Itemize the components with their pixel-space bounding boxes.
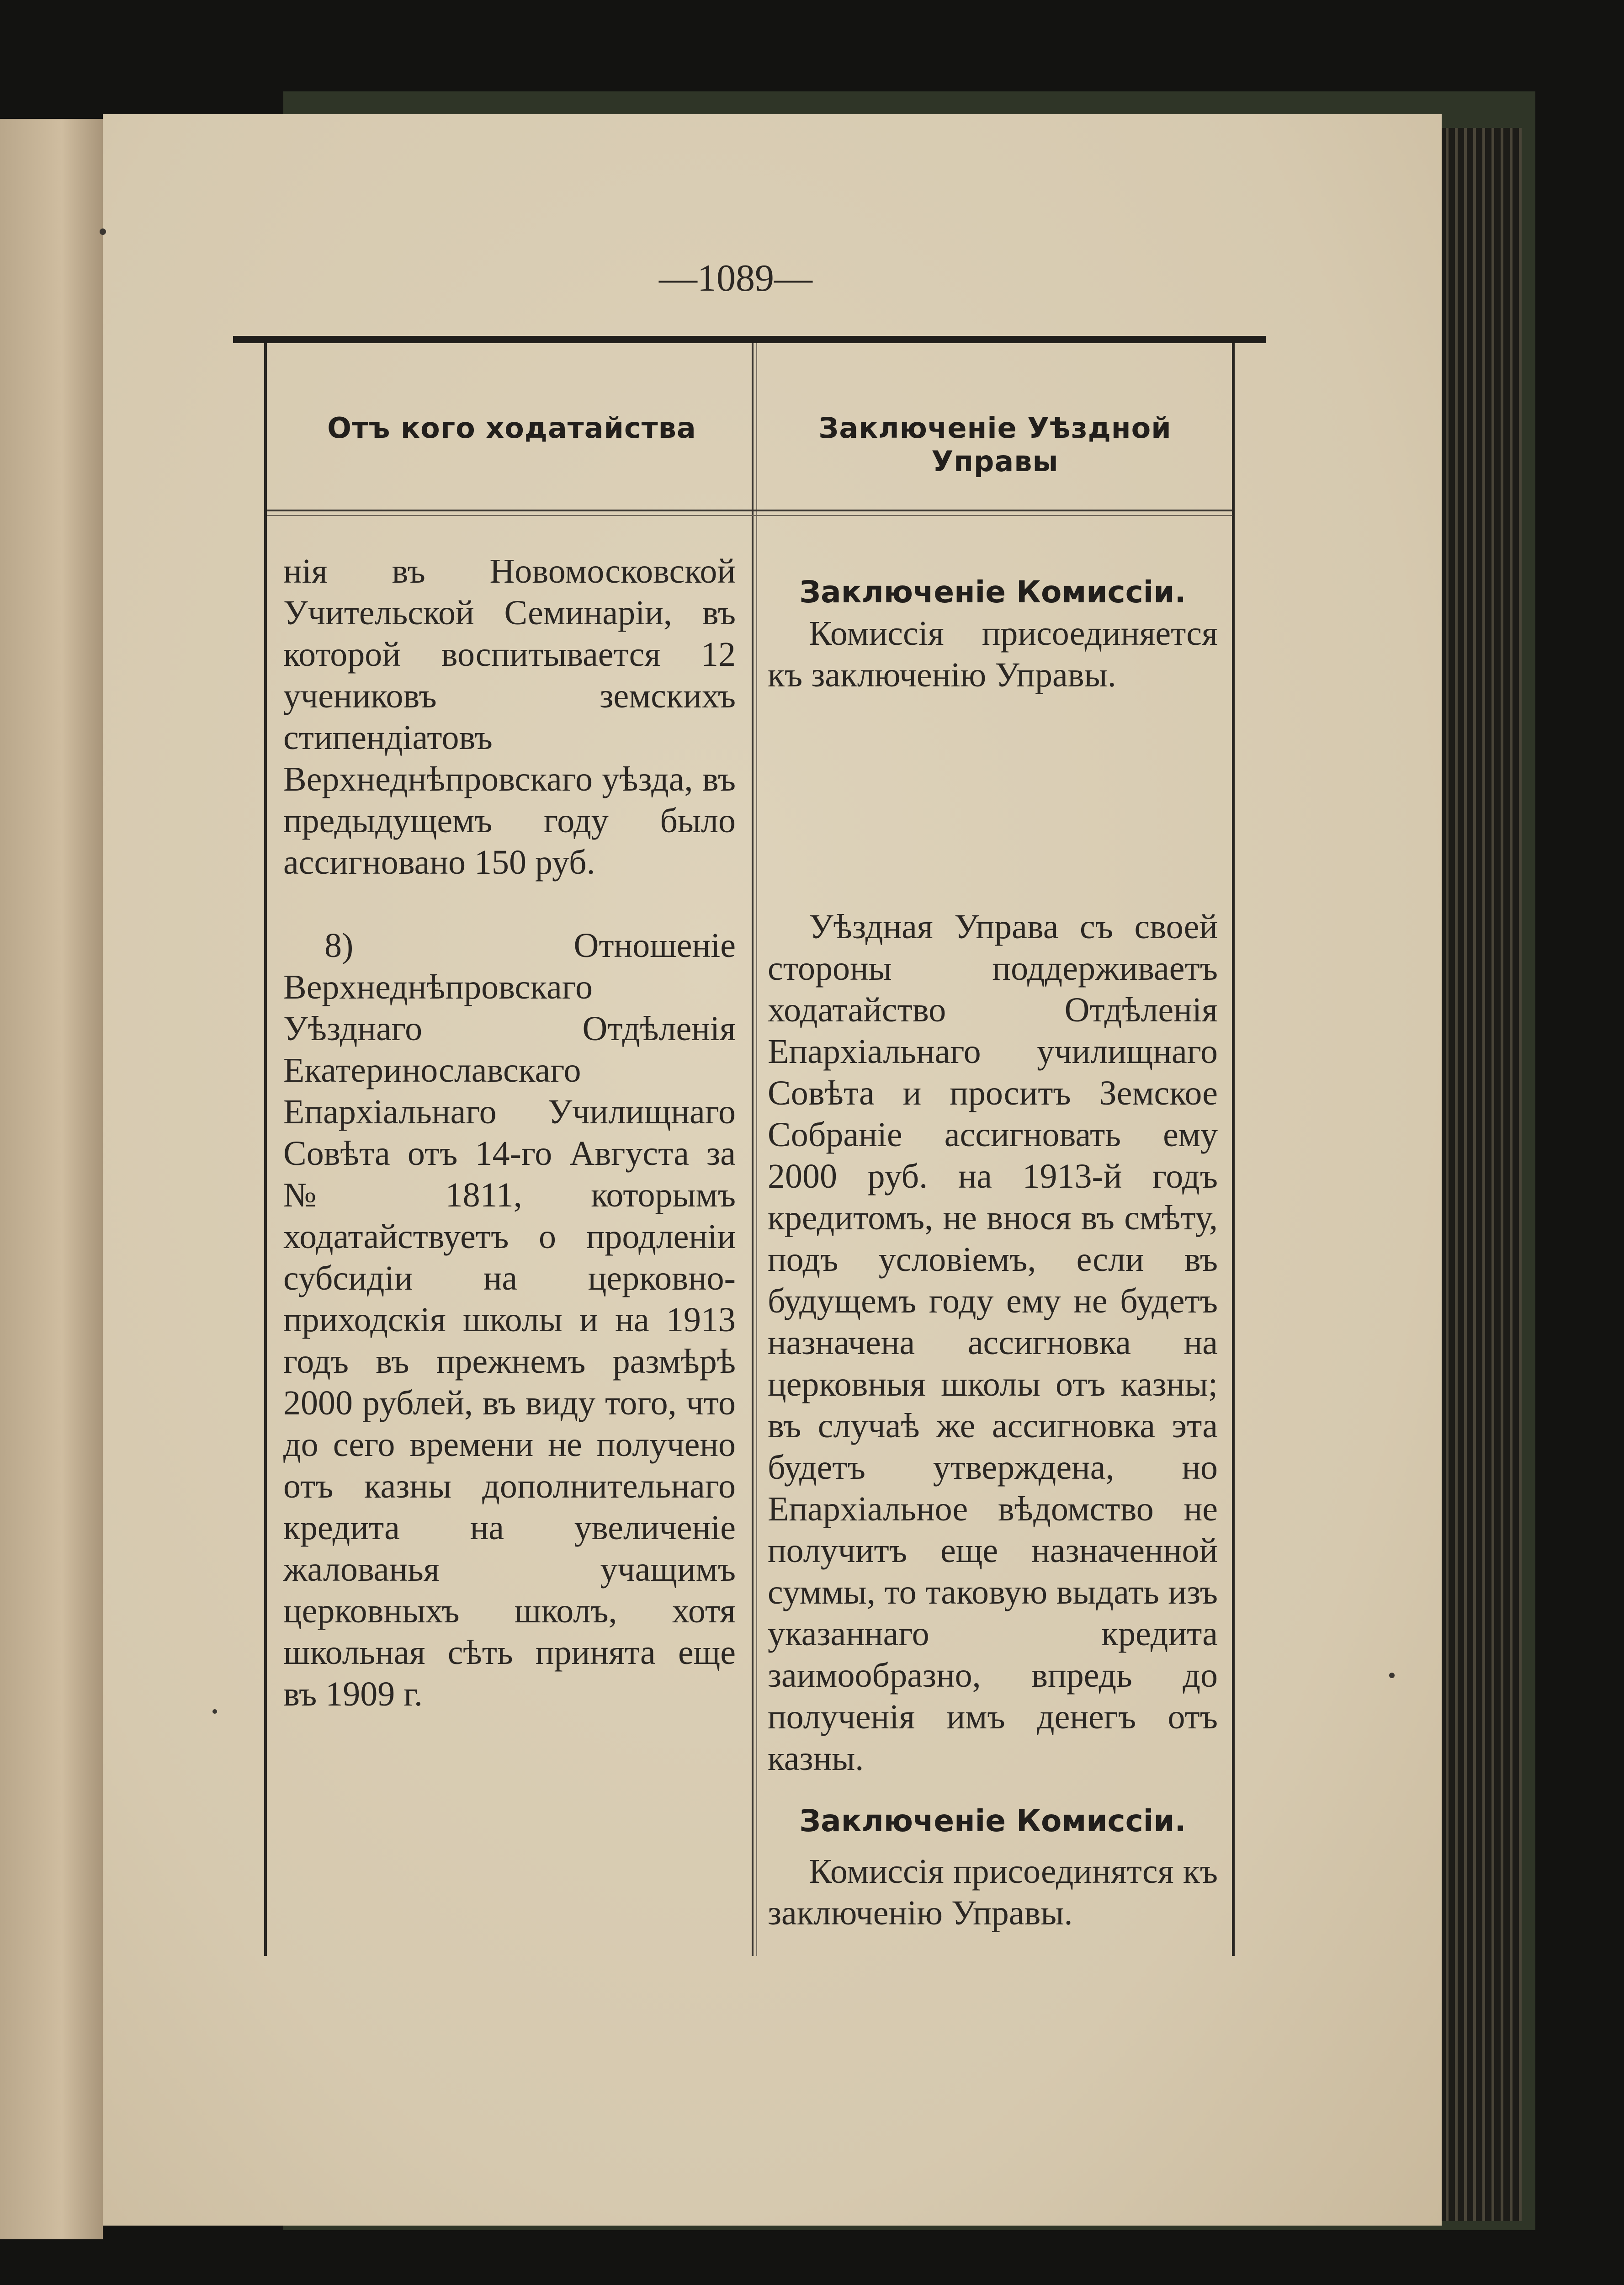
left-column [283,551,736,1715]
paper-speck [1389,1673,1395,1678]
right-column [768,551,1218,1934]
table-column-divider [752,343,754,1956]
commission-conclusion-1: Комиссія присоединяется къ заключенію Управы. [768,614,1218,694]
table-top-rule [233,336,1266,343]
table-column-divider-thin [756,343,757,1956]
commission-heading: Заключеніе Комиссіи. [799,574,1186,610]
page-stack-edge [1439,128,1522,2221]
table-header-rule-thin [267,515,1232,516]
left-paragraph-item-8: 8) Отношеніе Верхнеднѣпровскаго Уѣзднаго Отдѣленія Екатеринославскаго Епархіальнаго Училищнаго Совѣта отъ 14-го Августа за № 1811, которымъ ходатайствуетъ о продленіи субсидіи на церковно-приходскія школы и на 1913 годъ въ прежнемъ размѣрѣ 2000 рублей, въ виду того, что до сего времени не получено отъ казны дополнительнаго кредита на увеличеніе жалованья учащимъ церковныхъ школъ, хотя школьная сѣть принята еще въ 1909 г. [283,926,736,1713]
paper-speck [100,228,106,235]
commission-conclusion-2: Комиссія присоединятся къ заключенію Управы. [768,1852,1218,1932]
commission-heading-2: Заключеніе Комиссіи. [799,1803,1186,1839]
facing-page-edge [0,119,103,2239]
column-header-board-conclusion: Заключеніе Уѣздной Управы [818,411,1172,478]
table-right-border [1232,343,1235,1956]
paper-speck [212,1709,217,1714]
table-left-border [264,343,267,1956]
left-paragraph-continuation: нія въ Новомосковской Учительской Семинаріи, въ которой воспитывается 12 учениковъ земскихъ стипендіатовъ Верхнеднѣпровскаго уѣзда, въ предыдущемъ году было ассигновано 150 руб. [283,552,736,882]
board-conclusion-item-8: Уѣздная Управа съ своей стороны поддерживаетъ ходатайство Отдѣленія Епархіальнаго училищнаго Совѣта и проситъ Земское Собраніе ассигновать ему 2000 руб. на 1913-й годъ кредитомъ, не внося въ смѣту, подъ условіемъ, если въ будущемъ году ему не будетъ назначена ассигновка на церковныя школы отъ казны; въ случаѣ же ассигновка эта будетъ утверждена, но Епархіальное вѣдомство не получитъ еще назначенной суммы, то таковую выдать изъ указаннаго кредита заимообразно, впредь до полученія имъ денегъ отъ казны. [768,908,1218,1778]
table-header-rule [267,510,1232,511]
column-header-petitioner: Отъ кого ходатайства [327,411,696,445]
page-number: —1089— [659,257,812,299]
table-top-rule-segment [1124,337,1261,343]
